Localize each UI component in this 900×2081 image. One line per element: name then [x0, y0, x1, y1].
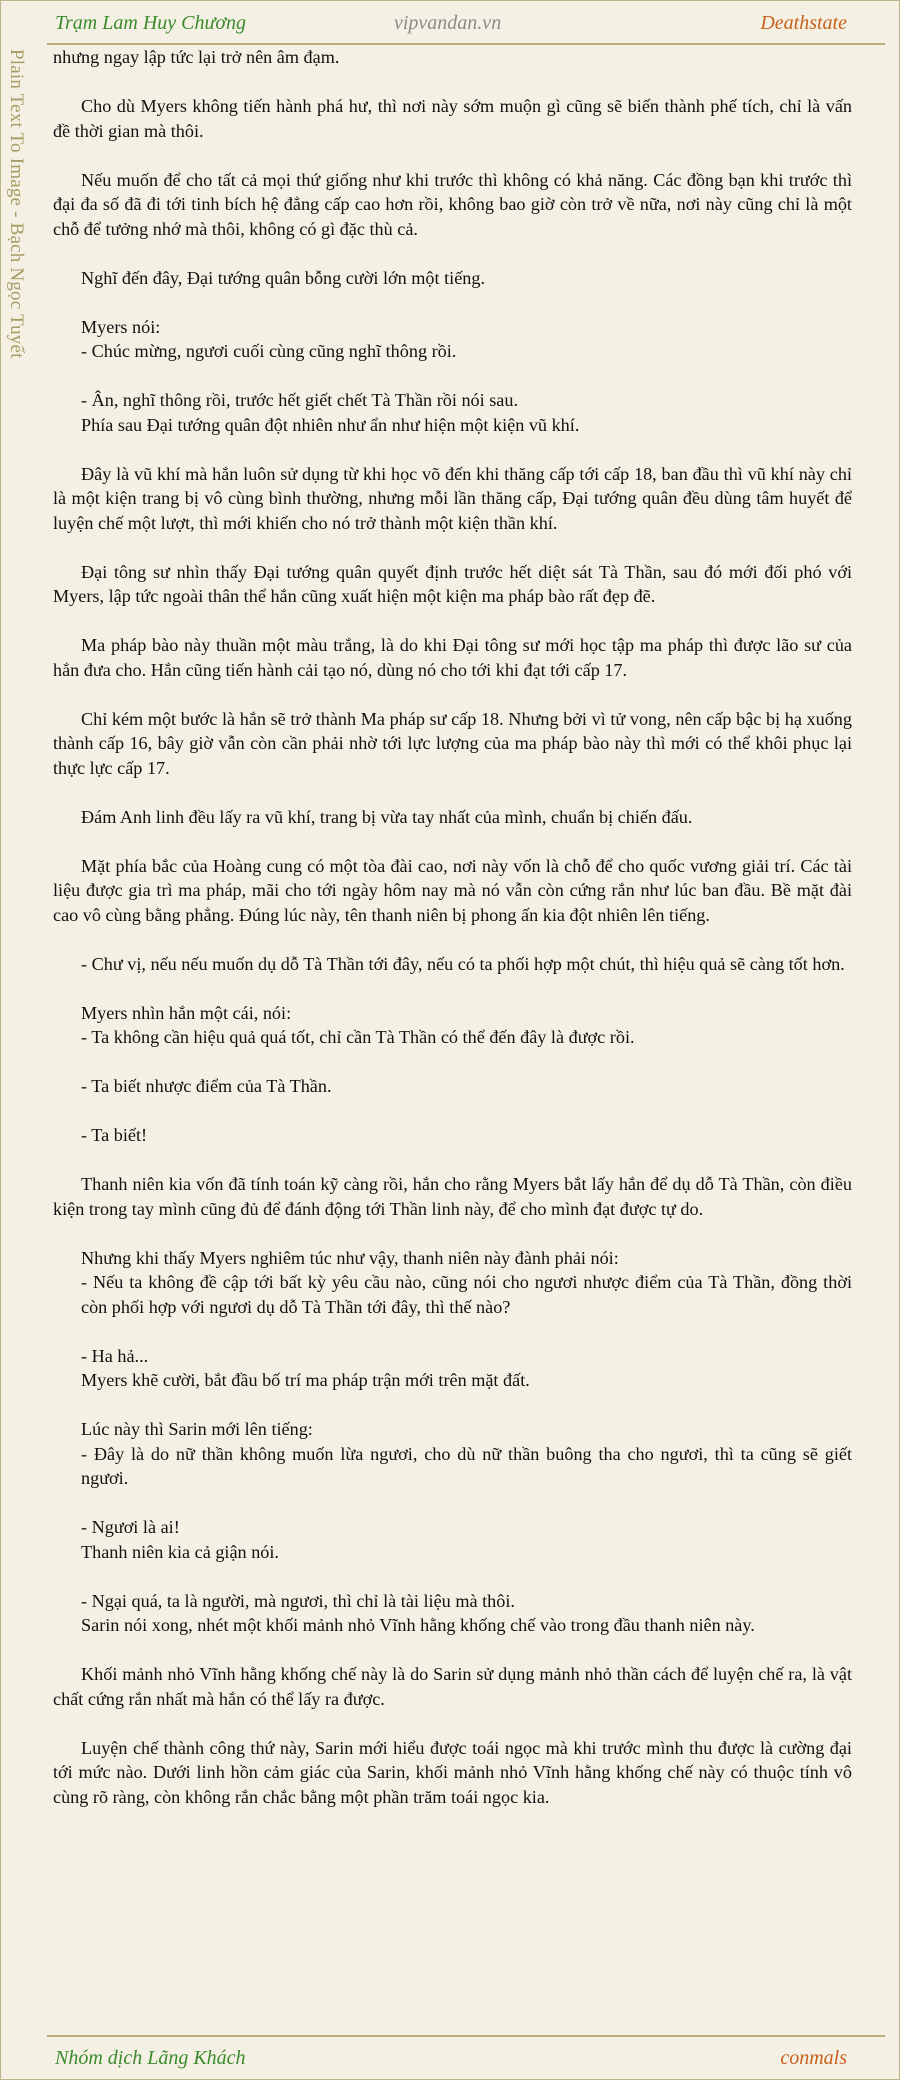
- paragraph: [53, 1074, 852, 1099]
- paragraph-line: Thanh niên kia cả giận nói.: [81, 1541, 279, 1562]
- paragraph-line: Lúc này thì Sarin mới lên tiếng:: [81, 1419, 313, 1439]
- paragraph: [53, 854, 852, 928]
- paragraph: [53, 1662, 852, 1711]
- paragraph: [53, 952, 852, 977]
- paragraph: [53, 633, 852, 682]
- paragraph: [53, 94, 852, 143]
- paragraph-line: Chỉ kém một bước là hắn sẽ trở thành Ma pháp sư cấp 18. Nhưng bởi vì tử vong, nên cấp bậc bị hạ xuống thành cấp 16, bây giờ vẫn còn cần phải nhờ tới lực lượng của ma pháp bào này thì mới có thể khôi phục lại thực lực cấp 17.: [53, 708, 852, 778]
- paragraph-line: - Đây là do nữ thần không muốn lừa ngươi, cho dù nữ thần buông tha cho ngươi, thì ta cũng sẽ giết ngươi.: [81, 1443, 852, 1488]
- footer-translator-group: Nhóm dịch Lãng Khách: [55, 2047, 246, 2069]
- paragraph: [53, 1417, 852, 1491]
- paragraph-line: Luyện chế thành công thứ này, Sarin mới hiểu được toái ngọc mà khi trước mình thu được là cường đại tới mức nào. Dưới linh hồn cảm giác của Sarin, khối mảnh nhỏ Vĩnh hằng khống chế này có thuộc tính vô cùng rõ ràng, còn không rắn chắc bằng một phần trăm toái ngọc kia.: [53, 1737, 852, 1807]
- paragraph-line: - Chư vị, nếu nếu muốn dụ dỗ Tà Thần tới đây, nếu có ta phối hợp một chút, thì hiệu quả sẽ càng tốt hơn.: [81, 953, 845, 974]
- sidebar-watermark: [5, 49, 45, 409]
- paragraph-line: - Chúc mừng, ngươi cuối cùng cũng nghĩ thông rồi.: [81, 341, 457, 361]
- paragraph-line: nhưng ngay lập tức lại trở nên âm đạm.: [53, 47, 340, 67]
- paragraph-line: Nhưng khi thấy Myers nghiêm túc như vậy, thanh niên này đành phải nói:: [81, 1247, 619, 1268]
- header-site-title: Trạm Lam Huy Chương: [55, 12, 247, 34]
- paragraph: [53, 266, 852, 291]
- paragraph: [53, 1001, 852, 1050]
- footer-divider: [47, 2035, 885, 2037]
- paragraph-line: Phía sau Đại tướng quân đột nhiên như ẩn như hiện một kiện vũ khí.: [81, 414, 580, 435]
- paragraph: [53, 45, 852, 70]
- paragraph: [53, 560, 852, 609]
- paragraph-line: - Ta không cần hiệu quả quá tốt, chỉ cần Tà Thần có thể đến đây là được rồi.: [81, 1027, 635, 1047]
- page-footer: [1, 2041, 900, 2081]
- paragraph: [53, 1172, 852, 1221]
- paragraph-line: Thanh niên kia vốn đã tính toán kỹ càng rồi, hắn cho rằng Myers bắt lấy hắn để dụ dỗ Tà Thần, còn điều kiện trong tay mình cũng đủ để đánh động tới Thần linh này, để cho mình đạt được tự do.: [53, 1174, 852, 1219]
- paragraph-line: Cho dù Myers không tiến hành phá hư, thì nơi này sớm muộn gì cũng sẽ biến thành phế tích, chỉ là vấn đề thời gian mà thôi.: [53, 96, 852, 141]
- paragraph: [53, 1515, 852, 1564]
- paragraph: [53, 805, 852, 830]
- footer-uploader: conmals: [780, 2047, 847, 2069]
- paragraph: [53, 1246, 852, 1320]
- paragraph: [53, 1344, 852, 1393]
- paragraph-line: Myers khẽ cười, bắt đầu bố trí ma pháp trận mới trên mặt đất.: [81, 1370, 530, 1390]
- paragraph: [53, 1736, 852, 1810]
- paragraph-line: - Ta biết!: [81, 1125, 148, 1145]
- document-body: [53, 45, 852, 1834]
- paragraph-line: Myers nói:: [81, 316, 161, 337]
- paragraph-line: Đám Anh linh đều lấy ra vũ khí, trang bị vừa tay nhất của mình, chuẩn bị chiến đấu.: [81, 806, 693, 827]
- paragraph: [53, 168, 852, 242]
- paragraph: [53, 388, 852, 437]
- header-author: Deathstate: [760, 12, 847, 34]
- paragraph: [53, 462, 852, 536]
- paragraph: [53, 707, 852, 781]
- paragraph-line: Mặt phía bắc của Hoàng cung có một tòa đài cao, nơi này vốn là chỗ để cho quốc vương giải trí. Các tài liệu được gia trì ma pháp, mãi cho tới ngày hôm nay mà nó vẫn còn cứng rắn như lúc ban đầu. Bề mặt đài cao vô cùng bằng phẳng. Đúng lúc này, tên thanh niên bị phong ấn kia đột nhiên lên tiếng.: [53, 855, 852, 925]
- paragraph: [53, 315, 852, 364]
- sidebar-text: Plain Text To Image - Bạch Ngọc Tuyết: [6, 49, 27, 359]
- paragraph: [53, 1589, 852, 1638]
- page-header: [1, 1, 900, 43]
- paragraph-line: - Nếu ta không đề cập tới bất kỳ yêu cầu nào, cũng nói cho ngươi nhược điểm của Tà Thần, đồng thời còn phối hợp với ngươi dụ dỗ Tà Thần tới đây, thì thế nào?: [81, 1272, 852, 1317]
- paragraph-line: Khối mảnh nhỏ Vĩnh hằng khống chế này là do Sarin sử dụng mảnh nhỏ thần cách để luyện chế ra, là vật chất cứng rắn nhất mà hắn có thể lấy ra được.: [53, 1664, 852, 1709]
- paragraph-line: Đại tông sư nhìn thấy Đại tướng quân quyết định trước hết diệt sát Tà Thần, sau đó mới đối phó với Myers, lập tức ngoài thân thể hắn cũng xuất hiện một kiện ma pháp bào rất đẹp đẽ.: [53, 561, 852, 606]
- paragraph-line: Nghĩ đến đây, Đại tướng quân bỗng cười lớn một tiếng.: [81, 267, 486, 288]
- paragraph-line: Sarin nói xong, nhét một khối mảnh nhỏ Vĩnh hằng khống chế vào trong đầu thanh niên này.: [81, 1615, 755, 1635]
- paragraph-line: - Ha hả...: [81, 1345, 149, 1366]
- paragraph-line: - Ta biết nhược điểm của Tà Thần.: [81, 1076, 332, 1096]
- paragraph: [53, 1123, 852, 1148]
- paragraph-line: - Ngươi là ai!: [81, 1517, 180, 1537]
- paragraph-line: Đây là vũ khí mà hắn luôn sử dụng từ khi học võ đến khi thăng cấp tới cấp 18, ban đầu thì vũ khí này chỉ là một kiện trang bị vô cùng bình thường, nhưng mỗi lần thăng cấp, Đại tướng quân đều dùng tâm huyết để luyện chế một lượt, thì mới khiến cho nó trở thành một kiện thần khí.: [53, 463, 852, 533]
- paragraph-line: Ma pháp bào này thuần một màu trắng, là do khi Đại tông sư mới học tập ma pháp thì được lão sư của hắn đưa cho. Hắn cũng tiến hành cải tạo nó, dùng nó cho tới khi đạt tới cấp 17.: [53, 635, 852, 680]
- paragraph-line: - Ngại quá, ta là người, mà ngươi, thì chỉ là tài liệu mà thôi.: [81, 1590, 515, 1611]
- paragraph-line: Myers nhìn hắn một cái, nói:: [81, 1002, 292, 1023]
- paragraph-line: - Ân, nghĩ thông rồi, trước hết giết chết Tà Thần rồi nói sau.: [81, 390, 519, 410]
- paragraph-line: Nếu muốn để cho tất cả mọi thứ giống như khi trước thì không có khả năng. Các đồng bạn khi trước thì đại đa số đã đi tới tinh bích hệ đẳng cấp cao hơn rồi, không bao giờ còn trở về nữa, nơi này cũng chỉ là một chỗ để tưởng nhớ mà thôi, không có gì đặc thù cả.: [53, 169, 852, 239]
- header-domain: vipvandan.vn: [394, 12, 502, 34]
